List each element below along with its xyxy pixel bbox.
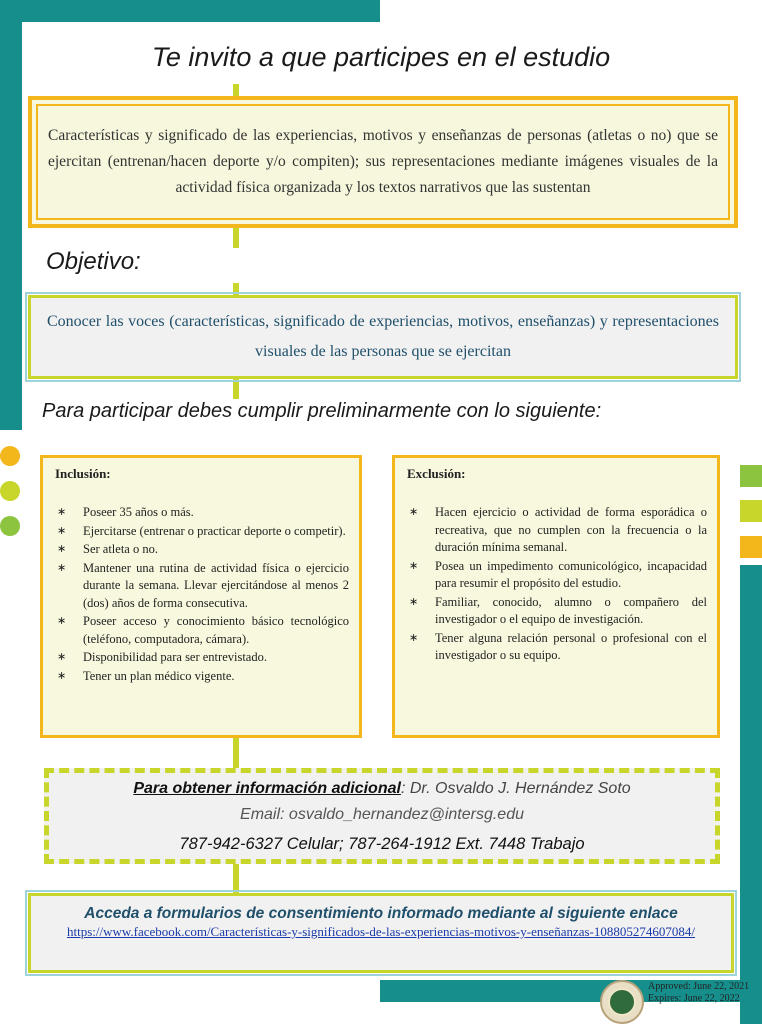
- contact-name: : Dr. Osvaldo J. Hernández Soto: [400, 780, 631, 797]
- contact-line: [49, 777, 715, 801]
- connector-line: [233, 379, 239, 399]
- exclusion-heading: Exclusión:: [407, 466, 466, 481]
- consent-heading: Acceda a formularios de consentimiento informado mediante al siguiente enlace: [84, 905, 678, 922]
- list-item: ∗ Ser atleta o no.: [55, 541, 349, 559]
- list-item: ∗ Disponibilidad para ser entrevistado.: [55, 649, 349, 667]
- lime-square: [740, 500, 762, 522]
- green-dot: [0, 516, 20, 536]
- contact-phones: 787-942-6327 Celular; 787-264-1912 Ext. 7448 Trabajo: [179, 835, 585, 853]
- page-title: Te invito a que participes en el estudio: [151, 42, 611, 72]
- seal-center: [608, 988, 636, 1016]
- objective-text: Conocer las voces (características, significado de experiencias, motivos, enseñanzas) y representaciones visuales de las personas que se ejercitan: [47, 313, 719, 360]
- contact-label: Para obtener información adicional: [133, 780, 401, 797]
- requirements-heading: Para participar debes cumplir preliminarmente con lo siguiente:: [42, 400, 602, 422]
- gold-dot: [0, 446, 20, 466]
- contact-box: [44, 768, 720, 864]
- connector-line: [233, 228, 239, 248]
- list-item: ∗ Ejercitarse (entrenar o practicar deporte o competir).: [55, 523, 349, 541]
- list-item: ∗ Familiar, conocido, alumno o compañero del investigador o el equipo de investigación.: [407, 594, 707, 629]
- list-item: ∗ Tener alguna relación personal o profesional con el investigador o su equipo.: [407, 630, 707, 665]
- institution-seal-icon: [600, 980, 644, 1024]
- list-item: ∗ Tener un plan médico vigente.: [55, 668, 349, 686]
- objective-heading: Objetivo:: [46, 248, 141, 275]
- consent-box: [28, 893, 734, 973]
- exclusion-box: [392, 455, 720, 738]
- inclusion-list: [55, 504, 349, 685]
- list-item: ∗ Poseer 35 años o más.: [55, 504, 349, 522]
- study-description: Características y significado de las experiencias, motivos y enseñanzas de personas (atletas o no) que se ejercitan (entrenan/hacen deporte y/o compiten); sus representaciones mediante imágenes visuales de la actividad física organizada y los textos narrativos que las sustentan: [48, 127, 718, 196]
- inclusion-heading: Inclusión:: [55, 466, 111, 481]
- lime-dot: [0, 481, 20, 501]
- gold-square: [740, 536, 762, 558]
- list-item: ∗ Hacen ejercicio o actividad de forma esporádica o recreativa, que no cumplen con la frecuencia o la duración mínima semanal.: [407, 504, 707, 557]
- teal-top-bar: [0, 0, 380, 22]
- inclusion-box: [40, 455, 362, 738]
- connector-line: [233, 864, 239, 894]
- list-item: ∗ Poseer acceso y conocimiento básico tecnológico (teléfono, computadora, cámara).: [55, 613, 349, 648]
- teal-right-bar: [740, 565, 762, 1024]
- list-item: ∗ Posea un impedimento comunicológico, incapacidad para resumir el propósito del estudio.: [407, 558, 707, 593]
- green-square: [740, 465, 762, 487]
- connector-line: [233, 738, 239, 770]
- objective-box: [28, 295, 738, 379]
- list-item: ∗ Mantener una rutina de actividad física o ejercicio durante la semana. Llevar ejercitándose al menos 2 (dos) años de forma consecutiva.: [55, 560, 349, 613]
- consent-link[interactable]: https://www.facebook.com/Características-y-significados-de-las-experiencias-motivos-y-enseñanzas-108805274607084/: [66, 924, 696, 939]
- approval-stamp: [648, 981, 749, 1005]
- expires-date: Expires: June 22, 2022: [648, 993, 740, 1004]
- approved-date: Approved: June 22, 2021: [648, 981, 750, 992]
- study-inner: [36, 104, 730, 220]
- exclusion-list: [407, 504, 707, 665]
- study-box: [28, 96, 738, 228]
- contact-email: Email: osvaldo_hernandez@intersg.edu: [240, 806, 524, 823]
